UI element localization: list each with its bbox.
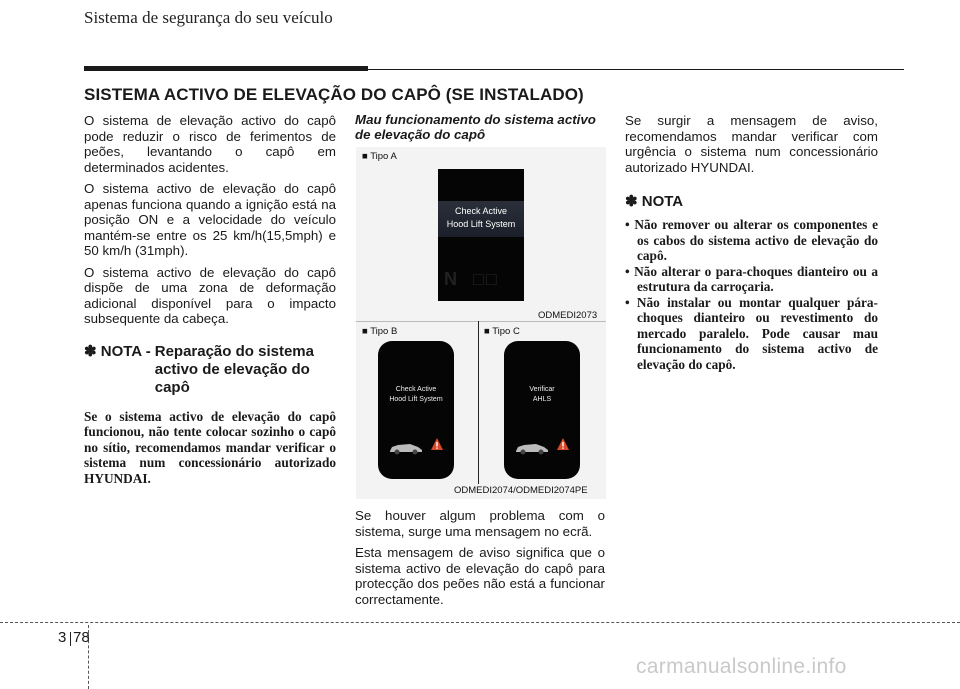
- paragraph: Se surgir a mensagem de aviso, recomendamos mandar verificar com urgência o sistema num concessionário autorizado HYUNDAI.: [625, 113, 878, 175]
- column-1: [84, 113, 336, 486]
- column-3: [625, 113, 878, 372]
- screen-line: Verificar: [529, 386, 555, 393]
- list-item: • Não remover ou alterar os componentes e os cabos do sistema activo de elevação do capô.: [625, 217, 878, 263]
- nota-list: [625, 217, 878, 372]
- nota-heading: [84, 343, 336, 397]
- page-number-separator: [70, 632, 71, 646]
- nota-text: Se o sistema activo de elevação do capô funcionou, não tente colocar sozinho o capô no sítio, recomendamos mandar verificar o sistema num concessionário autorizado HYUNDAI.: [84, 408, 336, 486]
- screen-line: Hood Lift System: [389, 396, 443, 403]
- column-2-text: [355, 508, 605, 613]
- warning-message-box: [438, 201, 524, 237]
- cluster-screen-type-c: [504, 341, 580, 479]
- warning-triangle-icon: [556, 437, 570, 451]
- nota-label: ✽ NOTA -: [84, 342, 151, 360]
- malfunction-heading: Mau funcionamento do sistema activo de elevação do capô: [355, 112, 596, 142]
- list-item: • Não instalar ou montar qualquer pára-choques dianteiro ou revestimento do mercado paralelo. Pode causar mau funcionamento do sistema activo de elevação do capô.: [625, 294, 878, 372]
- screen-line: Hood Lift System: [446, 219, 516, 229]
- figure-divider-vertical: [478, 321, 479, 484]
- screen-line: Check Active: [395, 386, 437, 393]
- car-icon: [388, 441, 424, 455]
- chapter-number: 3: [58, 629, 67, 646]
- paragraph: Esta mensagem de aviso significa que o sistema activo de elevação do capô para protecção dos peões não está a funcionar correctamente.: [355, 545, 605, 607]
- header-rule-thin: [368, 69, 904, 70]
- paragraph: O sistema activo de elevação do capô dispõe de uma zona de deformação adicional disponível para o impacto subsequente da cabeça.: [84, 264, 336, 326]
- tipo-a-label: ■ Tipo A: [362, 151, 397, 162]
- section-title: SISTEMA ACTIVO DE ELEVAÇÃO DO CAPÔ (SE INSTALADO): [84, 85, 584, 104]
- footer-rule: [0, 622, 960, 624]
- figure-caption-bc: ODMEDI2074/ODMEDI2074PE: [454, 485, 588, 496]
- list-item: • Não alterar o para-choques dianteiro ou a estrutura da carroçaria.: [625, 263, 878, 294]
- ghost-display-digits: N □□: [444, 269, 499, 289]
- tipo-b-label: ■ Tipo B: [362, 326, 398, 337]
- warning-triangle-icon: [430, 437, 444, 451]
- screen-line: Check Active: [454, 206, 508, 216]
- tipo-c-label: ■ Tipo C: [484, 326, 520, 337]
- paragraph: Se houver algum problema com o sistema, surge uma mensagem no ecrã.: [355, 508, 605, 539]
- car-icon: [514, 441, 550, 455]
- cluster-screen-type-b: [378, 341, 454, 479]
- screen-line: AHLS: [532, 396, 552, 403]
- nota-heading: ✽ NOTA: [625, 193, 684, 210]
- header-rule: [84, 66, 368, 71]
- cluster-screen-type-a: [438, 169, 524, 301]
- paragraph: O sistema de elevação activo do capô pode reduzir o risco de ferimentos de peões, levantando o capô em determinados acidentes.: [84, 113, 336, 175]
- header-title: Sistema de segurança do seu veículo: [84, 8, 333, 27]
- warning-figure: [356, 147, 606, 499]
- figure-caption-a: ODMEDI2073: [538, 310, 598, 321]
- paragraph: O sistema activo de elevação do capô apenas funciona quando a ignição está na posição ON e a velocidade do veículo mantém-se entre os 25 km/h(15,5mph) e 50 km/h (31mph).: [84, 181, 336, 258]
- page-number: 78: [73, 629, 90, 646]
- watermark: carmanualsonline.info: [636, 655, 847, 678]
- figure-divider: [356, 321, 606, 322]
- nota-title: Reparação do sistema activo de elevação do capô: [154, 342, 314, 396]
